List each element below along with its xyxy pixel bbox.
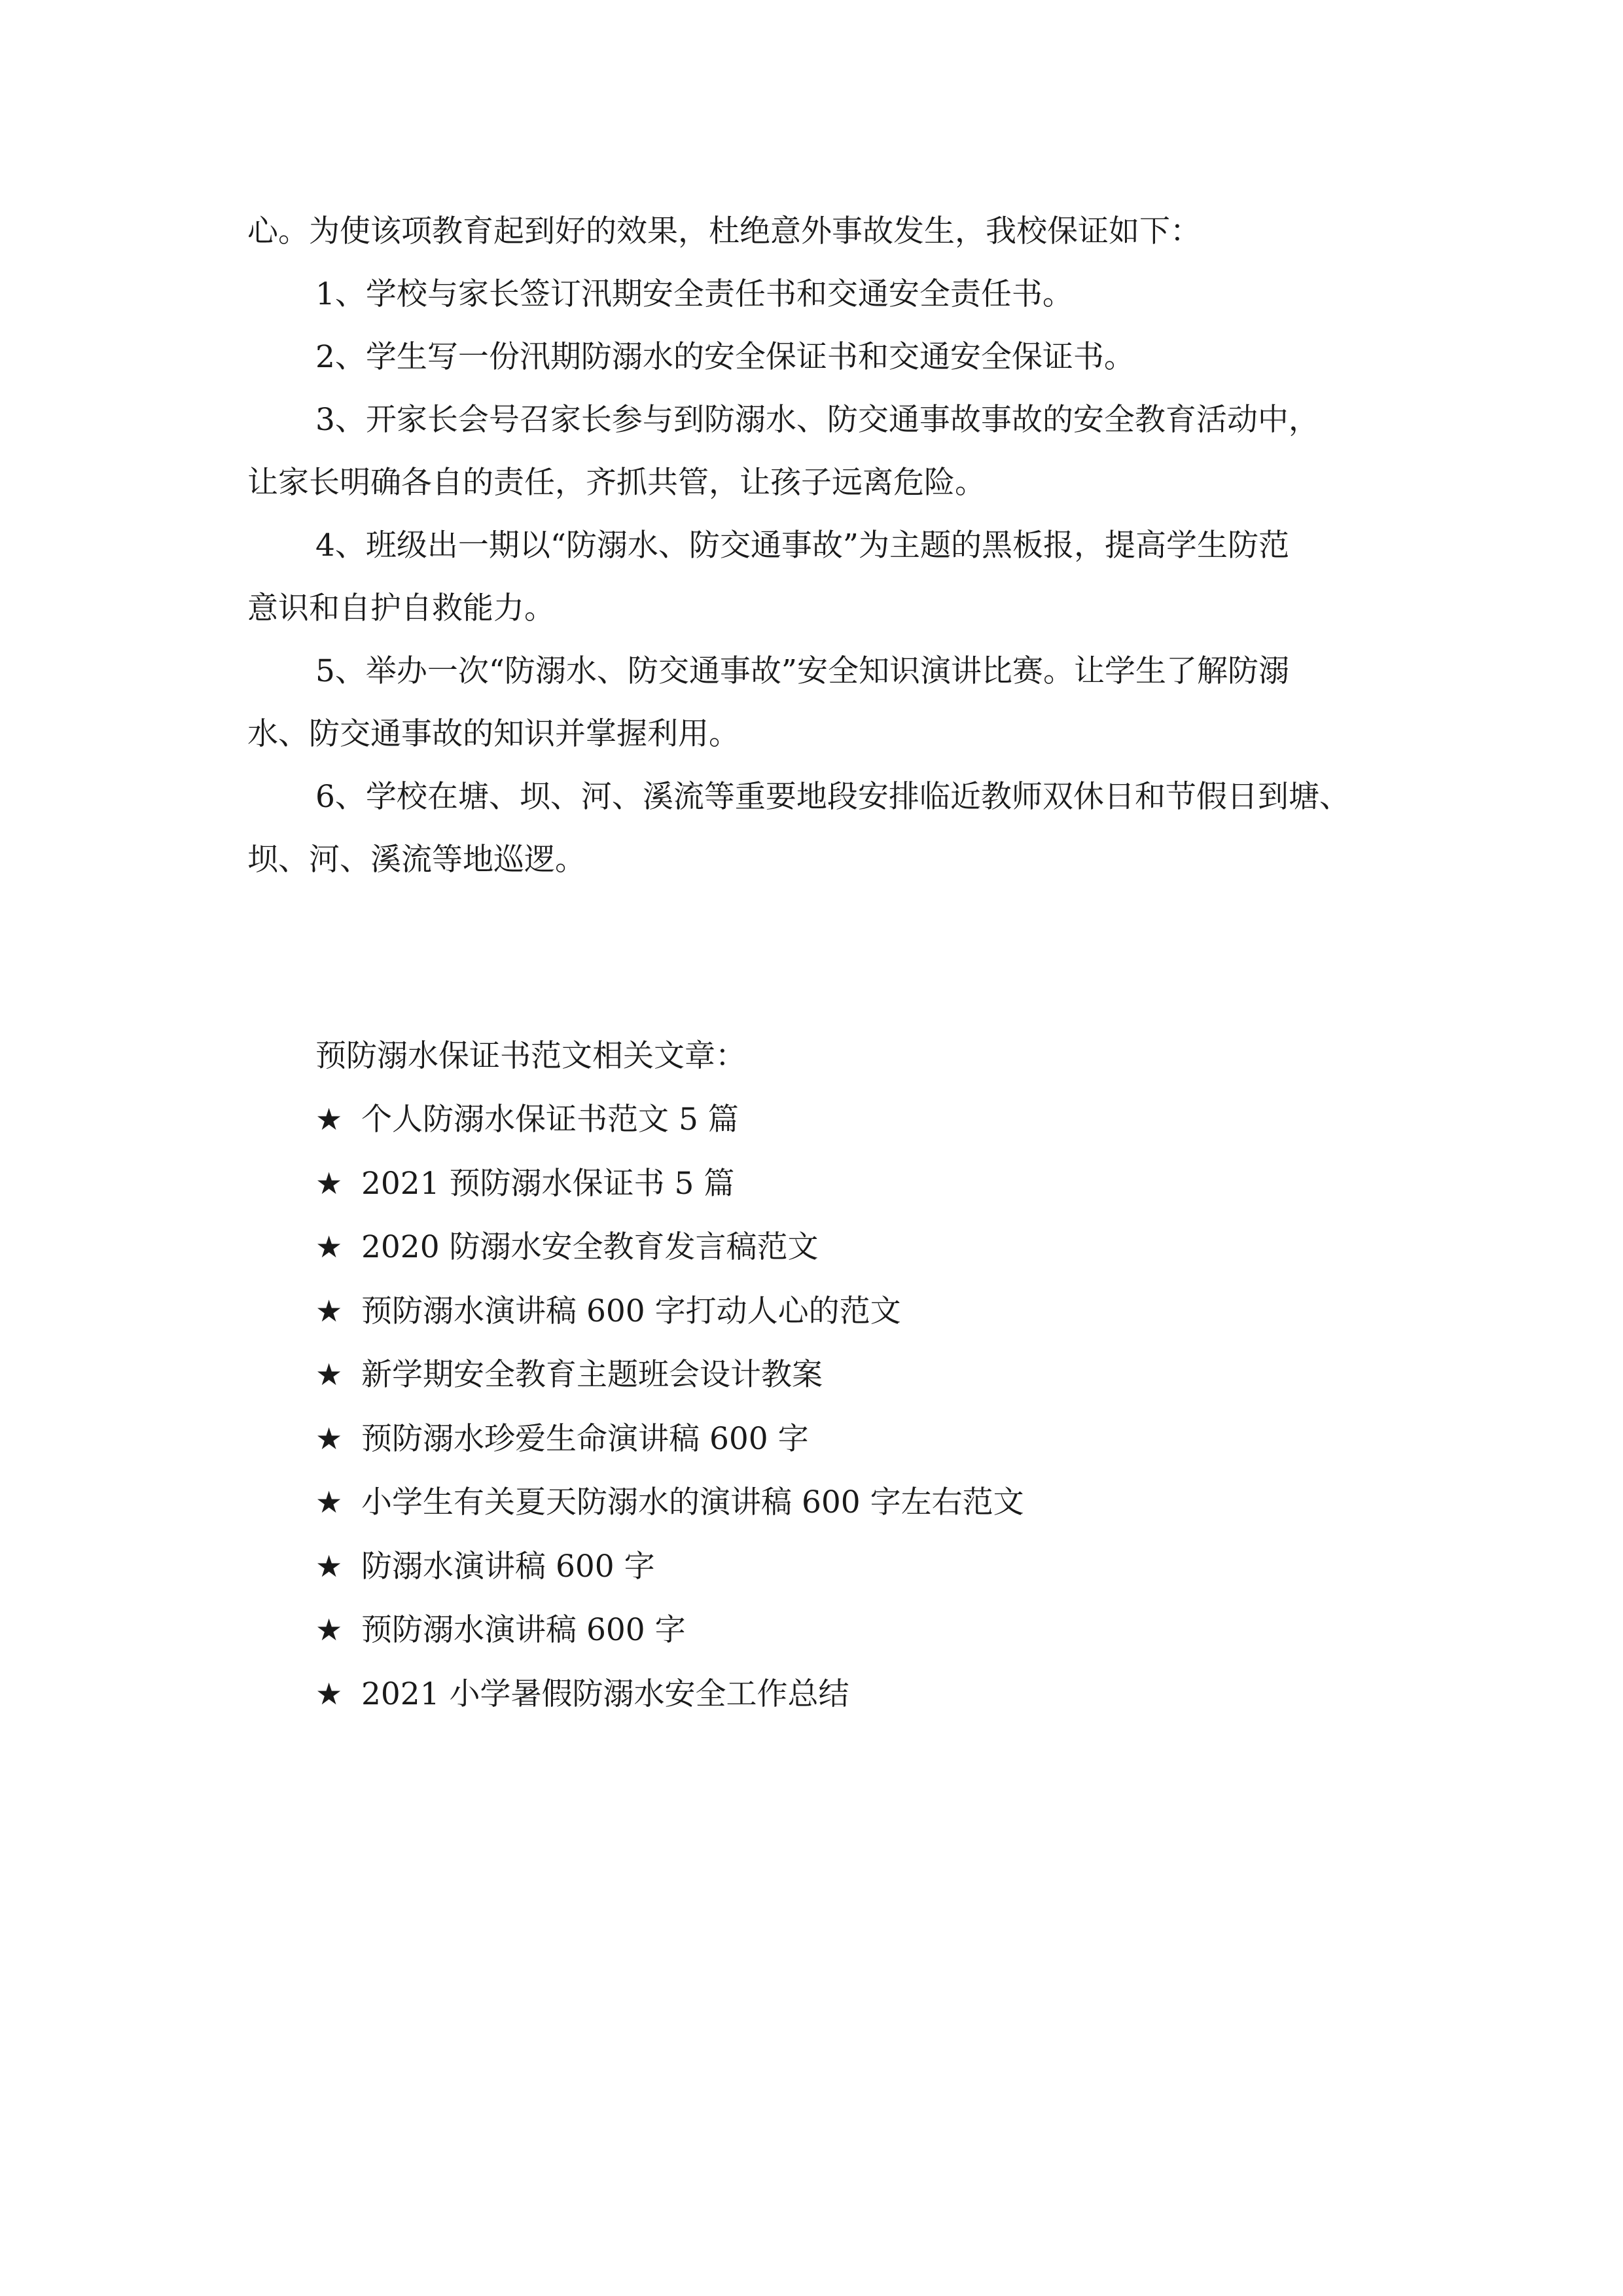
paragraph-line: 3、开家长会号召家长参与到防溺水、防交通事故事故的安全教育活动中，: [315, 402, 1319, 438]
related-article-link[interactable]: [315, 1535, 1363, 1599]
related-article-title[interactable]: 小学生有关夏天防溺水的演讲稿 600 字左右范文: [361, 1484, 1024, 1520]
star-icon: ★: [315, 1357, 343, 1392]
related-articles-title: 预防溺水保证书范文相关文章：: [315, 1038, 746, 1074]
related-article-title[interactable]: 预防溺水珍爱生命演讲稿 600 字: [361, 1420, 809, 1457]
star-icon: ★: [315, 1484, 343, 1520]
paragraph-line: 意识和自护自救能力。: [247, 590, 555, 626]
paragraph-item-2: [247, 326, 1406, 389]
star-icon: ★: [315, 1229, 343, 1265]
related-article-link[interactable]: [315, 1343, 1363, 1407]
paragraph-item-1: [247, 263, 1406, 326]
paragraph-line: 坝、河、溪流等地巡逻。: [247, 842, 586, 878]
related-article-title[interactable]: 预防溺水演讲稿 600 字: [361, 1612, 686, 1648]
paragraph-line: 心。为使该项教育起到好的效果，杜绝意外事故发生，我校保证如下：: [247, 213, 1201, 249]
paragraph-line: 4、班级出一期以“防溺水、防交通事故”为主题的黑板报，提高学生防范: [315, 528, 1289, 564]
related-article-link[interactable]: [315, 1598, 1363, 1662]
star-icon: ★: [315, 1293, 343, 1329]
star-icon: ★: [315, 1420, 343, 1456]
related-article-link[interactable]: [315, 1280, 1363, 1344]
related-article-link[interactable]: [315, 1088, 1363, 1152]
paragraph-item-5: [247, 640, 1406, 766]
paragraph-item-4: [247, 514, 1406, 640]
related-article-title[interactable]: 新学期安全教育主题班会设计教案: [361, 1357, 823, 1393]
paragraph-line: 6、学校在塘、坝、河、溪流等重要地段安排临近教师双休日和节假日到塘、: [315, 779, 1350, 815]
related-article-title[interactable]: 2021 预防溺水保证书 5 篇: [361, 1165, 735, 1202]
paragraph-line: 5、举办一次“防溺水、防交通事故”安全知识演讲比赛。让学生了解防溺: [315, 653, 1289, 689]
related-article-title[interactable]: 防溺水演讲稿 600 字: [361, 1548, 655, 1585]
related-article-link[interactable]: [315, 1662, 1363, 1727]
related-article-title[interactable]: 2020 防溺水安全教育发言稿范文: [361, 1229, 819, 1265]
related-article-title[interactable]: 2021 小学暑假防溺水安全工作总结: [361, 1676, 849, 1712]
related-article-link[interactable]: [315, 1215, 1363, 1280]
related-article-title[interactable]: 预防溺水演讲稿 600 字打动人心的范文: [361, 1293, 901, 1329]
star-icon: ★: [315, 1165, 343, 1201]
paragraph-item-3: [247, 389, 1406, 514]
related-article-link[interactable]: [315, 1152, 1363, 1216]
related-article-title[interactable]: 个人防溺水保证书范文 5 篇: [361, 1102, 739, 1138]
star-icon: ★: [315, 1612, 343, 1647]
paragraph-item-6: [247, 766, 1406, 891]
paragraph-line: 水、防交通事故的知识并掌握利用。: [247, 716, 740, 752]
star-icon: ★: [315, 1102, 343, 1137]
body-text: [247, 200, 1406, 891]
related-articles: [315, 1025, 1363, 1726]
paragraph-line: 1、学校与家长签订汛期安全责任书和交通安全责任书。: [315, 276, 1073, 312]
star-icon: ★: [315, 1548, 343, 1584]
paragraph-intro: [247, 200, 1406, 263]
related-article-link[interactable]: [315, 1407, 1363, 1471]
paragraph-line: 让家长明确各自的责任，齐抓共管，让孩子远离危险。: [247, 465, 986, 501]
related-articles-list: [315, 1088, 1363, 1726]
paragraph-line: 2、学生写一份汛期防溺水的安全保证书和交通安全保证书。: [315, 339, 1135, 375]
star-icon: ★: [315, 1676, 343, 1712]
related-article-link[interactable]: [315, 1471, 1363, 1535]
